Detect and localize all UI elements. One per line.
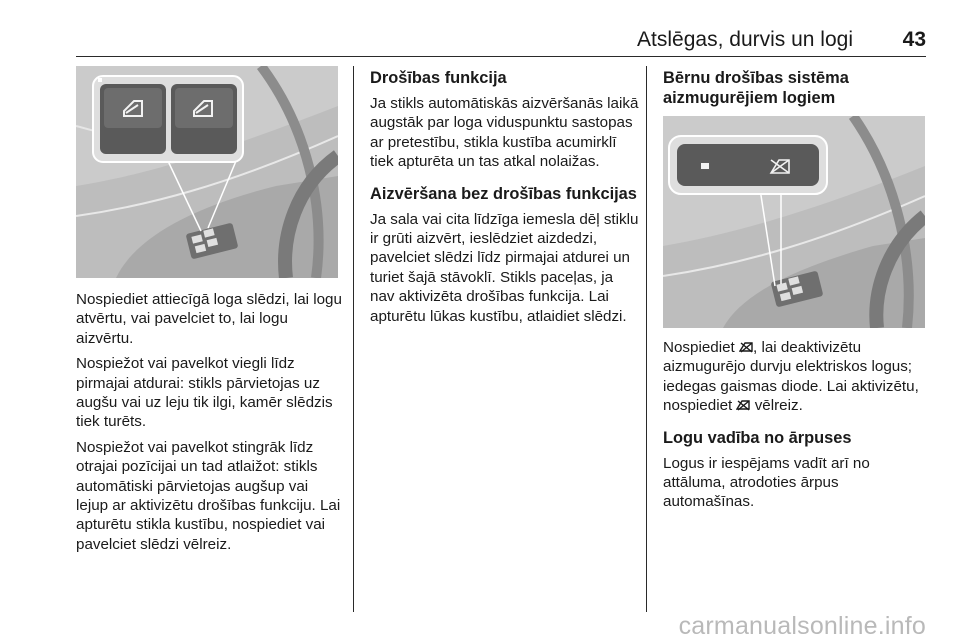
header-rule: [76, 56, 926, 57]
paragraph: Nospiežot vai pavelkot stingrāk līdz otrajai pozīcijai un tad atlaižot: stikls automātiski pārvietojas augšup vai lejup ar aktivizētu drošības funkciju. Lai apturētu stikla kustību, nospiediet vai pavelciet slēdzi vēlreiz.: [76, 438, 341, 553]
column-divider-1: [353, 66, 354, 612]
child-lock-text-end: vēlreiz.: [750, 397, 803, 415]
section-heading: Aizvēršana bez drošības funkcijas: [370, 184, 637, 203]
paragraph: Nospiediet attiecīgā loga slēdzi, lai logu atvērtu, vai pavelciet to, lai logu aizvērtu.: [76, 291, 342, 347]
page-header: [0, 26, 960, 60]
child-lock-figure: [663, 116, 925, 328]
paragraph: Nospiežot vai pavelkot viegli līdz pirmajai atdurai: stikls pārvietojas uz augšu vai uz leju tik ilgi, kamēr slēdzis tiek turēts.: [76, 355, 333, 431]
child-lock-text-middle: , lai deaktivizētu aizmugurējo durvju elektriskos logus; iedegas gaismas diode. Lai aktivizētu, nospiediet: [663, 339, 919, 415]
column-1-text: [76, 290, 344, 560]
watermark: carmanualsonline.info: [678, 612, 926, 640]
child-lock-window-icon: [736, 398, 750, 411]
column-3-text: [663, 338, 931, 518]
column-divider-2: [646, 66, 647, 612]
column-2-text: [370, 68, 640, 332]
paragraph: Ja stikls automātiskās aizvēršanās laikā augstāk par loga viduspunktu sastopas ar pretestību, stikla kustība acumirklī tiek apturēta un tas atkal nolaižas.: [370, 95, 639, 171]
column-3-heading: [663, 68, 931, 114]
section-heading: Drošības funkcija: [370, 69, 507, 87]
section-heading: Bērnu drošības sistēma aizmugurējiem logiem: [663, 69, 849, 107]
child-lock-text-start: Nospiediet: [663, 339, 735, 356]
paragraph: Ja sala vai cita līdzīga iemesla dēļ stiklu ir grūti aizvērt, ieslēdziet aizdedzi, pavelciet slēdzi līdz pirmajai atdurei un turiet šajā stāvoklī. Stikls paceļas, ja nav aktivizēta drošības funkcija. Lai apturētu lūkas kustību, atlaidiet slēdzi.: [370, 210, 639, 325]
section-heading: Logu vadība no ārpuses: [663, 428, 852, 447]
page-number: 43: [902, 28, 926, 51]
paragraph: [663, 338, 931, 416]
window-switch-figure: [76, 66, 338, 278]
section-title: Atslēgas, durvis un logi: [637, 28, 853, 51]
child-lock-window-icon: [739, 340, 753, 353]
window-switch-illustration: [76, 66, 338, 278]
child-lock-illustration: [663, 116, 925, 328]
paragraph: Logus ir iespējams vadīt arī no attāluma, atrodoties ārpus automašīnas.: [663, 454, 870, 511]
